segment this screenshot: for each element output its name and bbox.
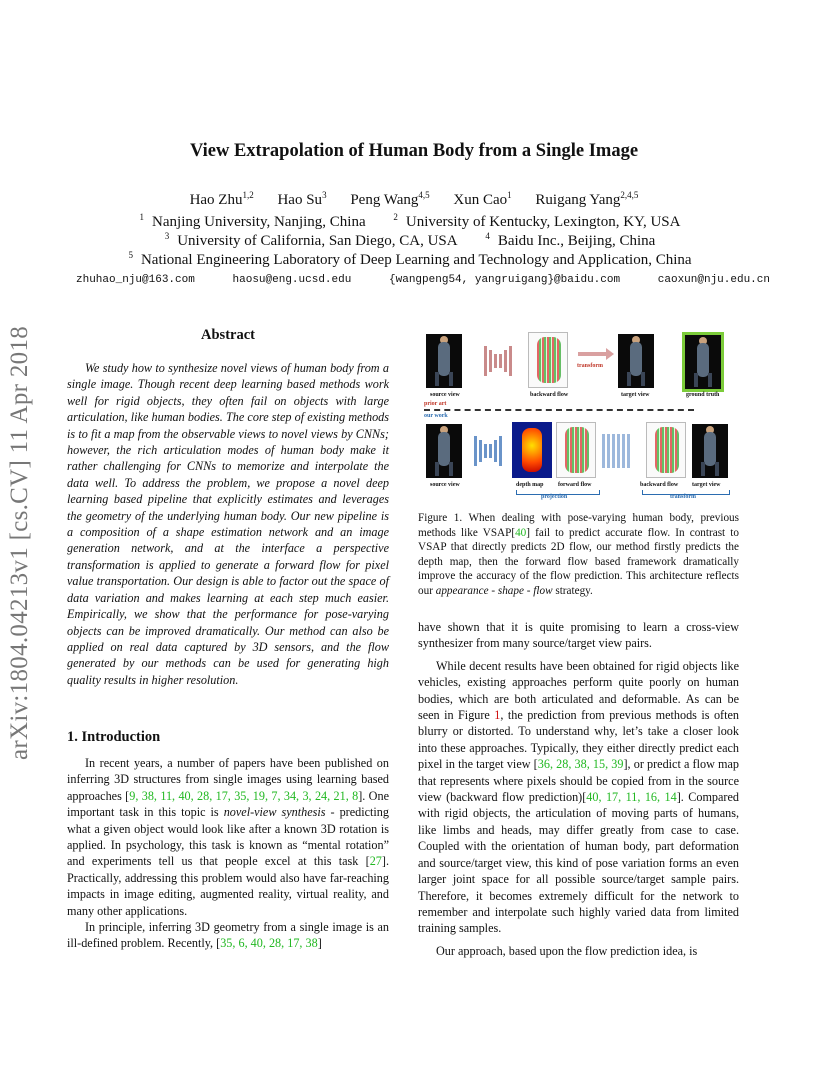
depth-map-image xyxy=(512,422,552,478)
transform-arrow-icon xyxy=(578,348,614,360)
citation-link[interactable]: 40 xyxy=(515,526,527,539)
transform-label: transform xyxy=(577,363,603,369)
label-ground-truth: ground truth xyxy=(686,392,720,398)
target-view-image xyxy=(692,424,728,478)
affiliation: $^2$ University of Kentucky, Lexington, KY, USA xyxy=(393,212,681,230)
citation-link[interactable]: 40, 17, 11, 16, 14 xyxy=(586,790,677,805)
figure-caption: Figure 1. When dealing with pose-varying human body, previous methods like VSAP[40] fail to predict accurate flow. In contrast to VSAP that directly predicts 2D flow, our method firstly predicts the depth map, then the forward flow based framework dramatically improve the accuracy of the flow prediction. This architecture reflects our appearance - shape - flow strategy. xyxy=(418,512,739,597)
affiliation: $^3$ University of California, San Diego, CA, USA xyxy=(164,231,458,249)
label-backward-flow: backward flow xyxy=(640,482,679,488)
source-view-image xyxy=(426,424,462,478)
affiliation: $^5$ National Engineering Laboratory of Deep Learning and Technology and Application, China xyxy=(128,250,692,268)
citation-link[interactable]: 27 xyxy=(369,854,382,869)
author: Ruigang Yang$^{2,4,5}$ xyxy=(535,190,639,208)
target-view-image xyxy=(618,334,654,388)
backward-flow-image xyxy=(528,332,568,388)
label-depth-map: depth map xyxy=(516,482,544,488)
body-paragraph: Our approach, based upon the flow prediction idea, is xyxy=(436,943,698,958)
author: Peng Wang$^{4,5}$ xyxy=(350,190,430,208)
affiliation-line xyxy=(0,214,828,231)
body-paragraph: have shown that it is quite promising to learn a cross-view synthesizer from many source/target view pairs. xyxy=(418,620,739,651)
email: zhuhao_nju@163.com xyxy=(76,274,195,286)
label-source-view: source view xyxy=(430,392,460,398)
ground-truth-image xyxy=(682,332,724,392)
label-target-view: target view xyxy=(621,392,650,398)
figure-divider xyxy=(424,409,694,411)
abstract-paragraph: We study how to synthesize novel views of human body from a single image. Though recent deep learning based methods work well for rigid objects, they often fail on objects with large articulation, like human bodies. The core step of existing methods is to fit a map from the observable views to novel views by CNNs; however, the rich articulation modes of human body make it rather challenging for CNNs to memorize and interpolate the data well. To address the problem, we propose a novel deep learning based pipeline that explicitly estimates and leverages the geometry of the underlying human body. Our new pipeline is a composition of a shape estimation network and an image generation network, and at the interface a perspective transformation is applied to generate a forward flow for pixel value transportation. Our design is able to factor out the space of data variation and makes learning at each step much easier. Empirically, we show that the performance for pose-varying objects can be improved dramatically. Our method can also be applied on real data captured by 3D sensors, and the flow generated by our methods can be used for generating high quality results in higher resolution. xyxy=(67,361,389,687)
affiliation-line xyxy=(0,252,828,269)
introduction-body xyxy=(67,755,389,952)
label-our-work: our work xyxy=(424,413,448,419)
label-projection: projection xyxy=(541,494,568,500)
figure-ref-link[interactable]: 1 xyxy=(494,708,501,723)
label-transform: transform xyxy=(670,494,696,500)
label-prior-art: prior art xyxy=(424,401,447,407)
author: Xun Cao$^1$ xyxy=(453,190,512,208)
image-generation-network-icon xyxy=(602,434,630,468)
abstract-heading: Abstract xyxy=(201,327,255,343)
abstract-body xyxy=(67,360,389,688)
affiliation-line xyxy=(0,233,828,250)
author: Hao Zhu$^{1,2}$ xyxy=(189,190,254,208)
email: caoxun@nju.edu.cn xyxy=(657,274,770,286)
prior-art-network-icon xyxy=(484,346,512,376)
label-target-view: target view xyxy=(692,482,721,488)
email-list xyxy=(0,274,828,286)
label-forward-flow: forward flow xyxy=(558,482,592,488)
paper-title: View Extrapolation of Human Body from a Single Image xyxy=(189,141,639,161)
author: Hao Su$^3$ xyxy=(277,190,327,208)
email: haosu@eng.ucsd.edu xyxy=(232,274,352,286)
email: {wangpeng54, yangruigang}@baidu.com xyxy=(389,274,621,286)
figure-1 xyxy=(420,330,740,505)
affiliation: $^4$ Baidu Inc., Beijing, China xyxy=(485,231,656,249)
source-view-image xyxy=(426,334,462,388)
intro-paragraph: In principle, inferring 3D geometry from a single image is an ill-defined problem. Recently, [35, 6, 40, 28, 17, 38] xyxy=(67,920,389,951)
shape-network-icon xyxy=(474,436,502,466)
backward-flow-image xyxy=(646,422,686,478)
section-heading-introduction: 1. Introduction xyxy=(67,729,161,745)
citation-link[interactable]: 36, 28, 38, 15, 39 xyxy=(537,757,624,772)
body-paragraph: While decent results have been obtained for rigid objects like vehicles, existing approaches perform quite poorly on human bodies, which are both articulated and deformable. As can be seen in Figure 1, the prediction from previous methods is often blurry or distorted. To understand why, let’s take a closer look into these approaches. Typically, they either directly predict each pixel in the target view [36, 28, 38, 15, 39], or predict a flow map that represents where pixels should be copied from in the source view (backward flow prediction)[40, 17, 11, 16, 14]. Compared with rigid objects, the articulation of moving parts of humans, like limbs and heads, may differ greatly from case to case. Coupled with the orientation of human body, part deformation and source/target view, this kind of pose variation forms an even larger joint space for all possible source/target sample pairs. Therefore, it becomes extremely difficult for the network to remember and interpolate such highly varied data from limited training samples. xyxy=(418,658,740,936)
label-backward-flow: backward flow xyxy=(530,392,569,398)
affiliation: $^1$ Nanjing University, Nanjing, China xyxy=(139,212,366,230)
citation-link[interactable]: 9, 38, 11, 40, 28, 17, 35, 19, 7, 34, 3, 24, 21, 8 xyxy=(129,788,359,803)
intro-paragraph: In recent years, a number of papers have been published on inferring 3D structures from single images using learning based approaches [9, 38, 11, 40, 28, 17, 35, 19, 7, 34, 3, 24, 21, 8]. One important task in this topic is novel-view synthesis - predicting what a given object would look like after a known 3D rotation is applied. In psychology, this task is known as “mental rotation” and experiments tell us that people excel at this task [27]. Practically, addressing this problem would also have far-reaching impacts in image editing, augmented reality, virtual reality, and many other applications. xyxy=(67,756,389,918)
label-source-view: source view xyxy=(430,482,460,488)
right-column-body xyxy=(418,619,739,959)
forward-flow-image xyxy=(556,422,596,478)
arxiv-stamp: arXiv:1804.04213v1 [cs.CV] 11 Apr 2018 xyxy=(6,325,33,760)
citation-link[interactable]: 35, 6, 40, 28, 17, 38 xyxy=(220,936,318,951)
author-list xyxy=(0,192,828,209)
